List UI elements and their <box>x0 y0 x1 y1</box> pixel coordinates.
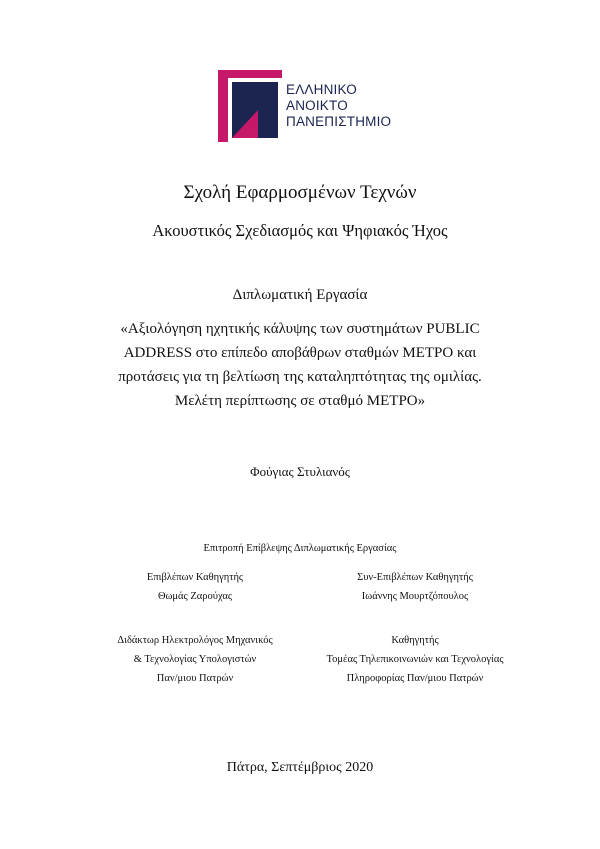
thesis-title <box>0 317 600 413</box>
title-line: ADDRESS στο επίπεδο αποβάθρων σταθμών ΜΕΤΡΟ και <box>123 345 477 361</box>
affiliation-line: Καθηγητής <box>391 635 439 646</box>
logo-line-3: ΠΑΝΕΠΙΣΤΗΜΙΟ <box>286 114 392 129</box>
affiliation-line: Πληροφορίας Παν/μιου Πατρών <box>346 673 484 684</box>
affiliation-line: Διδάκτωρ Ηλεκτρολόγος Μηχανικός <box>117 635 273 646</box>
cosupervisor-role: Συν-Επιβλέπων Καθηγητής <box>357 572 473 583</box>
logo-wordmark <box>286 82 391 130</box>
affiliation-line: & Τεχνολογίας Υπολογιστών <box>133 654 257 665</box>
committee-heading: Επιτροπή Επίβλεψης Διπλωματικής Εργασίας <box>203 543 397 554</box>
affiliation-line: Τομέας Τηλεπικοινωνιών και Τεχνολογίας <box>326 654 504 665</box>
place-date: Πάτρα, Σεπτέμβριος 2020 <box>226 760 374 775</box>
supervisor-block <box>80 568 310 606</box>
author-name: Φούγιας Στυλιανός <box>250 464 350 479</box>
supervisor-name: Θωμάς Ζαρούχας <box>157 591 233 602</box>
cosupervisor-affiliation <box>295 631 535 688</box>
school-name: Σχολή Εφαρμοσμένων Τεχνών <box>183 182 417 203</box>
university-logo <box>218 70 408 150</box>
thesis-type: Διπλωματική Εργασία <box>232 287 368 303</box>
supervisor-role: Επιβλέπων Καθηγητής <box>146 572 244 583</box>
affiliation-line: Παν/μιου Πατρών <box>156 673 234 684</box>
title-line: προτάσεις για τη βελτίωση της καταληπτότητας της ομιλίας. <box>118 369 482 385</box>
cosupervisor-block <box>295 568 535 606</box>
title-line: Μελέτη περίπτωσης σε σταθμό ΜΕΤΡΟ» <box>174 393 426 409</box>
logo-mark-icon <box>218 70 282 142</box>
cosupervisor-name: Ιωάννης Μουρτζόπουλος <box>361 591 469 602</box>
program-name: Ακουστικός Σχεδιασμός και Ψηφιακός Ήχος <box>152 221 448 240</box>
logo-line-1: ΕΛΛΗΝΙΚΟ <box>286 82 357 97</box>
title-line: «Αξιολόγηση ηχητικής κάλυψης των συστημάτων PUBLIC <box>120 321 480 337</box>
logo-line-2: ΑΝΟΙΚΤΟ <box>286 98 348 113</box>
supervisor-affiliation <box>80 631 310 688</box>
